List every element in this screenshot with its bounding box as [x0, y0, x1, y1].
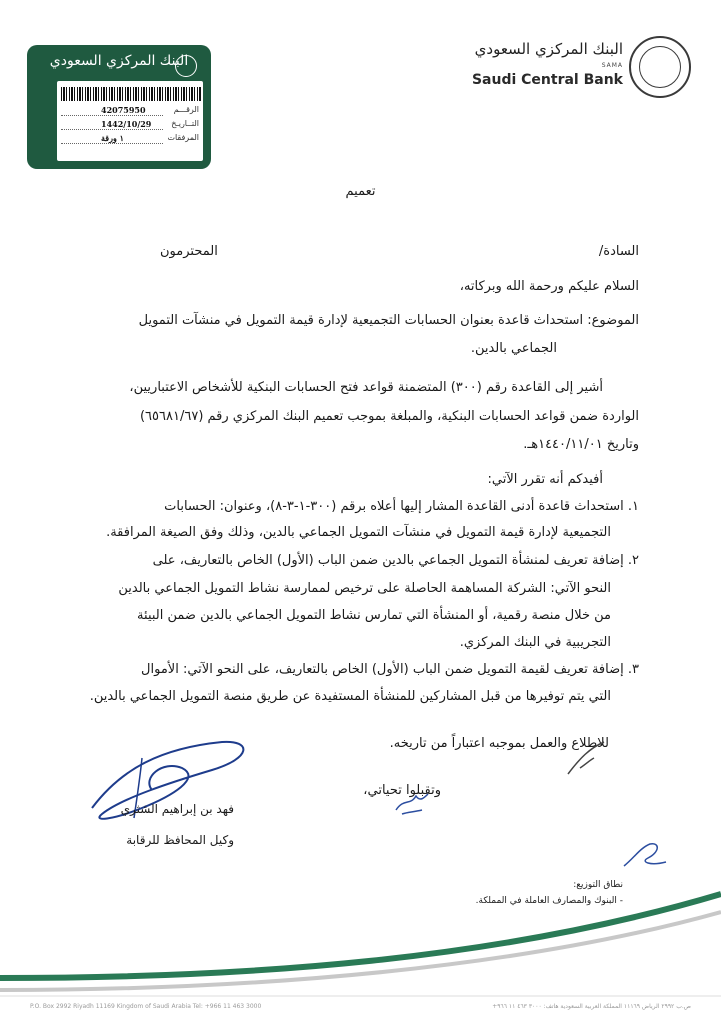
signatory-title: وكيل المحافظ للرقابة	[126, 833, 234, 847]
reference-number-value: 42075950	[101, 105, 146, 115]
reference-attachments-label: المرفقات	[167, 133, 199, 142]
subject-line-1: الموضوع: استحداث قاعدة بعنوان الحسابات التجميعية لإدارة قيمة التمويل في منشآت التمويل	[138, 313, 639, 328]
item-1-line-2: التجميعية لإدارة قيمة التمويل في منشآت التمويل الجماعي بالدين، وذلك وفق الصيغة المرافقة.	[106, 525, 611, 540]
item-2-line-4: التجريبية في البنك المركزي.	[459, 635, 611, 650]
salutation-to: السادة/	[598, 244, 639, 259]
paragraph-1-line-1: أشير إلى القاعدة رقم (٣٠٠) المتضمنة قواعد فتح الحسابات البنكية للأشخاص الاعتباريين،	[129, 380, 603, 395]
item-2-line-2: النحو الآتي: الشركة المساهمة الحاصلة على ترخيص لممارسة نشاط التمويل الجماعي بالدين	[118, 581, 611, 596]
document-title: تعميم	[345, 184, 376, 199]
footer-address-arabic: ص.ب ٢٩٩٢ الرياض ١١١٦٩ المملكة العربية السعودية هاتف: ٣٠٠٠ ٤٦٣ ١١ ٩٦٦+	[492, 1003, 691, 1010]
paragraph-1-line-3: وتاريخ ١٤٤٠/١١/٠١هـ.	[523, 437, 639, 452]
closing-regards: وتقبلوا تحياتي،	[363, 783, 441, 798]
bank-emblem-icon	[175, 55, 197, 77]
item-2-line-1: ٢. إضافة تعريف لمنشأة التمويل الجماعي بالدين ضمن الباب (الأول) الخاص بالتعاريف، على	[152, 553, 639, 568]
reference-number-label: الرقـــم	[173, 105, 199, 114]
item-2-line-3: من خلال منصة رقمية، أو المنشأة التي تمارس نشاط التمويل الجماعي بالدين ضمن البيئة	[137, 608, 611, 623]
item-3-line-2: التي يتم توفيرها من قبل المشاركين للمنشأة المستفيدة عن طريق منصة التمويل الجماعي بالدين.	[89, 689, 611, 704]
subject-line-2: الجماعي بالدين.	[470, 341, 557, 356]
salutation-honorific: المحترمون	[160, 244, 218, 259]
reference-number-row	[61, 105, 199, 119]
salutation-row	[60, 243, 639, 260]
footer-address-english: P.O. Box 2992 Riyadh 11169 Kingdom of Saudi Arabia Tel: +966 11 463 3000	[30, 1003, 262, 1010]
footer-contact	[30, 1003, 691, 1015]
distribution-item: - البنوك والمصارف العاملة في المملكة.	[475, 896, 623, 906]
signatory-name: فهد بن إبراهيم الشثري	[120, 802, 234, 816]
sama-logo	[471, 36, 691, 98]
item-1-line-1: ١. استحداث قاعدة أدنى القاعدة المشار إليها أعلاه برقم (٣٠٠-١-٣-٨)، وعنوان: الحسابات	[164, 499, 639, 514]
reference-date-row	[61, 119, 199, 133]
distribution-label: نطاق التوزيع:	[573, 880, 623, 890]
decision-intro: أفيدكم أنه تقرر الآتي:	[487, 472, 603, 487]
initials-mark-icon	[560, 738, 610, 778]
sama-emblem-icon	[629, 36, 691, 98]
item-3-line-1: ٣. إضافة تعريف لقيمة التمويل ضمن الباب (الأول) الخاص بالتعاريف، على النحو الآتي: الأموال	[141, 662, 639, 677]
bank-abbreviation: SAMA	[601, 62, 623, 69]
reference-date-value: 1442/10/29	[101, 119, 152, 129]
bank-name-english: Saudi Central Bank	[471, 72, 623, 88]
paragraph-1-line-2: الواردة ضمن قواعد الحسابات البنكية، والمبلغة بموجب تعميم البنك المركزي رقم (٦٥٦٨١/٦٧)	[139, 409, 639, 424]
reference-attachments-row	[61, 133, 199, 147]
closing-action: للاطلاع والعمل بموجبه اعتباراً من تاريخه.	[389, 736, 609, 751]
barcode-icon	[61, 87, 201, 101]
reference-box-title: البنك المركزي السعودي	[49, 53, 189, 69]
reference-attachments-value: ١ ورقة	[101, 133, 124, 143]
initials-mark-icon	[392, 788, 432, 818]
greeting: السلام عليكم ورحمة الله وبركاته،	[459, 279, 639, 294]
reference-details	[57, 81, 203, 161]
bank-name-arabic: البنك المركزي السعودي	[474, 40, 623, 58]
reference-date-label: التــاريـخ	[171, 119, 199, 128]
footer-decorative-arcs	[0, 850, 721, 1000]
reference-box	[27, 45, 211, 169]
